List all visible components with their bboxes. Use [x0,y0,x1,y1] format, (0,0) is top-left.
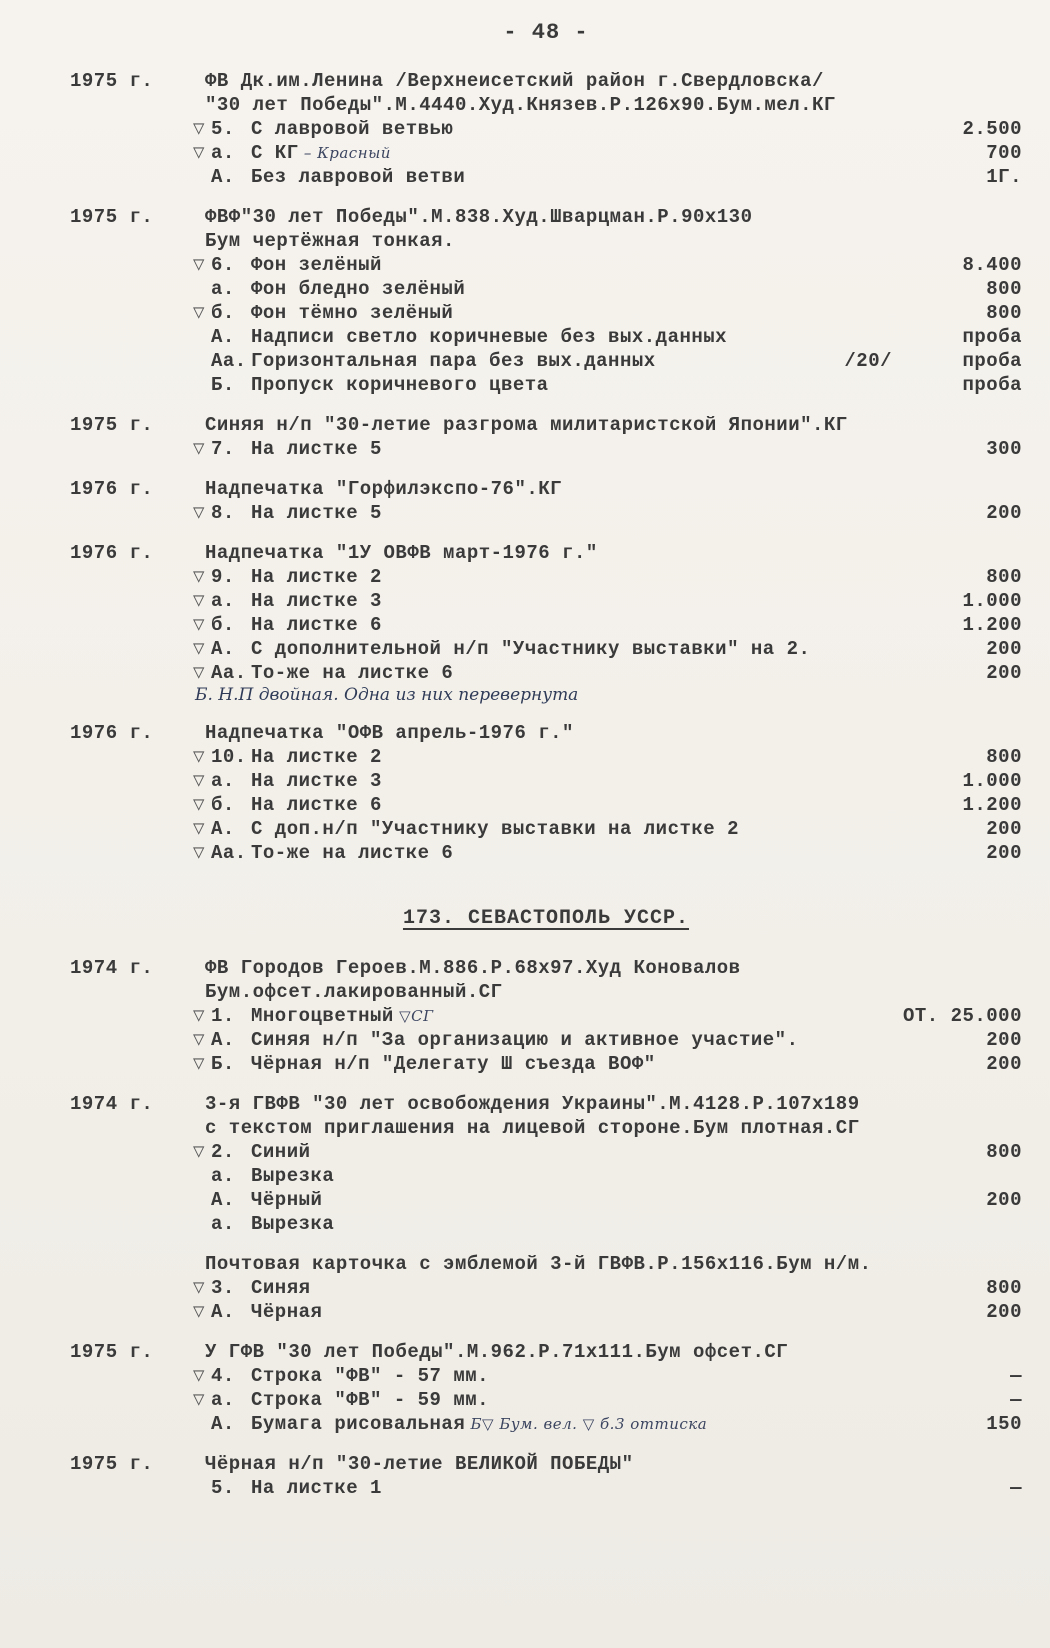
item-description: На листке 6 [251,794,382,816]
item-price: 800 [986,1141,1022,1163]
triangle-mark-icon: ▽ [193,1029,205,1051]
item-number: а. [211,1213,235,1235]
catalog-item-row [70,501,1022,525]
catalog-item-row [70,793,1022,817]
item-description: Вырезка [251,1165,335,1187]
item-price: 1Г. [986,166,1022,188]
triangle-mark-icon: ▽ [193,438,205,460]
item-price: 700 [986,142,1022,164]
item-price: проба [962,326,1022,348]
item-description: Синяя [251,1277,311,1299]
item-number: Аа. [211,350,247,372]
item-description: Чёрная [251,1301,323,1323]
item-description: То-же на листке 6 [251,842,454,864]
triangle-mark-icon: ▽ [193,794,205,816]
item-number: а. [211,278,235,300]
triangle-mark-icon: ▽ [193,502,205,524]
item-number: а. [211,1165,235,1187]
catalog-item-row [70,373,1022,397]
entry-description: 3-я ГВФВ "30 лет освобождения Украины".М.4128.Р.107х189 [205,1093,860,1115]
item-number: 5. [211,118,235,140]
catalog-item-row [70,637,1022,661]
entry-header-row [70,93,1022,117]
item-number: А. [211,1189,235,1211]
triangle-mark-icon: ▽ [193,1277,205,1299]
entry-description: Надпечатка "1У ОВФВ март-1976 г." [205,542,598,564]
catalog-entry [70,477,1022,525]
item-description: То-же на листке 6 [251,662,454,684]
triangle-mark-icon: ▽ [193,1301,205,1323]
item-description: На листке 5 [251,438,382,460]
item-number: 5. [211,1477,235,1499]
item-description: Пропуск коричневого цвета [251,374,549,396]
item-number: а. [211,1389,235,1411]
item-price: 1.200 [962,614,1022,636]
catalog-entry [70,541,1022,705]
item-extra: /20/ [844,350,892,372]
item-number: б. [211,794,235,816]
entry-description: "30 лет Победы".М.4440.Худ.Князев.Р.126х90.Бум.мел.КГ [205,94,836,116]
catalog-item-row [70,745,1022,769]
handwritten-annotation: Б▽ Бум. вел. ▽ б.3 оттиска [465,1415,708,1433]
item-price: 200 [986,638,1022,660]
entry-header-row [70,956,1022,980]
item-price: 200 [986,662,1022,684]
catalog-item-row [70,1164,1022,1188]
item-price: проба [962,350,1022,372]
item-number: 6. [211,254,235,276]
item-number: Аа. [211,662,247,684]
item-number: Аа. [211,842,247,864]
catalog-block-2 [70,956,1022,1500]
item-number: Б. [211,374,235,396]
item-number: 4. [211,1365,235,1387]
item-description: На листке 2 [251,746,382,768]
entry-description: Надпечатка "ОФВ апрель-1976 г." [205,722,574,744]
item-price: 200 [986,818,1022,840]
entry-year: 1975 г. [70,70,154,92]
item-number: А. [211,1029,235,1051]
entry-year: 1975 г. [70,206,154,228]
catalog-item-row [70,565,1022,589]
entry-header-row [70,1452,1022,1476]
entry-header-row [70,541,1022,565]
item-description: Многоцветный ▽СГ [251,1005,434,1027]
entry-header-row [70,1340,1022,1364]
item-number: А. [211,326,235,348]
entry-description: Бум чертёжная тонкая. [205,230,455,252]
item-description: На листке 5 [251,502,382,524]
item-number: б. [211,614,235,636]
item-description: Синий [251,1141,311,1163]
item-description: Строка "ФВ" - 57 мм. [251,1365,490,1387]
item-number: а. [211,590,235,612]
catalog-item-row [70,661,1022,685]
catalog-item-row [70,613,1022,637]
catalog-item-row [70,1476,1022,1500]
item-price: 200 [986,502,1022,524]
item-number: Б. [211,1053,235,1075]
handwritten-note: Б. Н.П двойная. Одна из них перевернута [195,685,579,705]
entry-description: У ГФВ "30 лет Победы".М.962.Р.71х111.Бум офсет.СГ [205,1341,789,1363]
item-price: 800 [986,302,1022,324]
catalog-entry [70,1252,1022,1324]
item-price: 200 [986,1189,1022,1211]
triangle-mark-icon: ▽ [193,818,205,840]
item-description: Горизонтальная пара без вых.данных /20/ [251,350,892,372]
entry-year: 1975 г. [70,414,154,436]
triangle-mark-icon: ▽ [193,142,205,164]
catalog-item-row [70,325,1022,349]
entry-header-row [70,205,1022,229]
item-number: а. [211,770,235,792]
entry-header-row [70,1116,1022,1140]
entry-description: ФВ Городов Героев.М.886.Р.68х97.Худ Коновалов [205,957,741,979]
triangle-mark-icon: ▽ [193,254,205,276]
item-description: Без лавровой ветви [251,166,466,188]
triangle-mark-icon: ▽ [193,1141,205,1163]
entry-header-row [70,229,1022,253]
catalog-entry [70,1340,1022,1436]
item-price: 8.400 [962,254,1022,276]
entry-description: Синяя н/п "30-летие разгрома милитаристской Японии".КГ [205,414,848,436]
item-price: 200 [986,842,1022,864]
item-number: 7. [211,438,235,460]
item-price: 1.200 [962,794,1022,816]
entry-header-row [70,477,1022,501]
catalog-item-row [70,817,1022,841]
catalog-item-row [70,1412,1022,1436]
item-number: б. [211,302,235,324]
item-price: 800 [986,278,1022,300]
entry-year: 1976 г. [70,478,154,500]
item-description: С КГ – Красный [251,142,391,164]
item-price: 200 [986,1053,1022,1075]
catalog-item-row [70,1004,1022,1028]
catalog-entry [70,69,1022,189]
item-number: А. [211,166,235,188]
catalog-item-row [70,1388,1022,1412]
item-price: 2.500 [962,118,1022,140]
catalog-item-row [70,253,1022,277]
catalog-item-row [70,277,1022,301]
triangle-mark-icon: ▽ [193,1365,205,1387]
item-description: Фон зелёный [251,254,382,276]
entry-description: Почтовая карточка с эмблемой 3-й ГВФВ.Р.156х116.Бум н/м. [205,1253,872,1275]
catalog-item-row [70,841,1022,865]
handwritten-annotation: ▽СГ [393,1007,434,1025]
item-number: 3. [211,1277,235,1299]
catalog-entry [70,1452,1022,1500]
catalog-item-row [70,1140,1022,1164]
item-description: Вырезка [251,1213,335,1235]
item-price: — [1010,1365,1022,1387]
item-number: 1. [211,1005,235,1027]
item-description: С лавровой ветвью [251,118,454,140]
item-description: Фон бледно зелёный [251,278,466,300]
catalog-entry [70,205,1022,397]
item-description: С доп.н/п "Участнику выставки на листке 2 [251,818,739,840]
item-description: Чёрная н/п "Делегату Ш съезда ВОФ" [251,1053,656,1075]
entry-year: 1974 г. [70,1093,154,1115]
item-number: А. [211,1301,235,1323]
entry-description: Бум.офсет.лакированный.СГ [205,981,503,1003]
catalog-item-row [70,1028,1022,1052]
item-description: Надписи светло коричневые без вых.данных [251,326,728,348]
triangle-mark-icon: ▽ [193,842,205,864]
section-title-text: 173. СЕВАСТОПОЛЬ УССР. [402,907,690,930]
entry-year: 1976 г. [70,722,154,744]
item-number: 9. [211,566,235,588]
catalog-item-row [70,769,1022,793]
catalog-block-1 [70,69,1022,865]
item-price: 150 [986,1413,1022,1435]
item-number: 10. [211,746,247,768]
entry-year: 1975 г. [70,1453,154,1475]
entry-description: ФВ Дк.им.Ленина /Верхнеисетский район г.Свердловска/ [205,70,824,92]
entry-header-row [70,69,1022,93]
item-number: а. [211,142,235,164]
entry-header-row [70,1252,1022,1276]
triangle-mark-icon: ▽ [193,746,205,768]
catalog-item-row [70,1300,1022,1324]
item-number: А. [211,818,235,840]
triangle-mark-icon: ▽ [193,770,205,792]
item-description: На листке 6 [251,614,382,636]
item-price: 200 [986,1301,1022,1323]
item-price: 800 [986,1277,1022,1299]
entry-description: Чёрная н/п "30-летие ВЕЛИКОЙ ПОБЕДЫ" [205,1453,634,1475]
entry-description: с текстом приглашения на лицевой стороне.Бум плотная.СГ [205,1117,860,1139]
entry-description: Надпечатка "Горфилэкспо-76".КГ [205,478,563,500]
item-price: 1.000 [962,590,1022,612]
item-number: А. [211,638,235,660]
item-description: С дополнительной н/п "Участнику выставки" на 2. [251,638,811,660]
item-price: проба [962,374,1022,396]
item-description: Чёрный [251,1189,323,1211]
handwritten-annotation: – Красный [298,144,391,162]
triangle-mark-icon: ▽ [193,662,205,684]
triangle-mark-icon: ▽ [193,566,205,588]
catalog-item-row [70,589,1022,613]
item-description: Строка "ФВ" - 59 мм. [251,1389,490,1411]
catalog-item-row [70,349,1022,373]
item-price: ОТ. 25.000 [902,1005,1022,1027]
item-price: 200 [986,1029,1022,1051]
item-price: 800 [986,566,1022,588]
catalog-item-row [70,1364,1022,1388]
item-price: 800 [986,746,1022,768]
entry-header-row [70,721,1022,745]
catalog-item-row [70,1212,1022,1236]
catalog-item-row [70,301,1022,325]
item-price: — [1010,1477,1022,1499]
item-number: А. [211,1413,235,1435]
entry-header-row [70,1092,1022,1116]
triangle-mark-icon: ▽ [193,1005,205,1027]
entry-header-row [70,413,1022,437]
entry-year: 1975 г. [70,1341,154,1363]
entry-header-row [70,980,1022,1004]
triangle-mark-icon: ▽ [193,1389,205,1411]
triangle-mark-icon: ▽ [193,302,205,324]
triangle-mark-icon: ▽ [193,638,205,660]
item-price: — [1010,1389,1022,1411]
catalog-entry [70,1092,1022,1236]
catalog-item-row [70,1188,1022,1212]
entry-year: 1974 г. [70,957,154,979]
catalog-item-row [70,1276,1022,1300]
item-number: 8. [211,502,235,524]
item-number: 2. [211,1141,235,1163]
catalog-item-row [70,1052,1022,1076]
catalog-item-row [70,165,1022,189]
triangle-mark-icon: ▽ [193,590,205,612]
catalog-item-row [70,117,1022,141]
section-title [70,907,1022,930]
item-description: Бумага рисовальная Б▽ Бум. вел. ▽ б.3 оттиска [251,1413,708,1435]
item-description: На листке 1 [251,1477,382,1499]
catalog-item-row [70,141,1022,165]
item-price: 300 [986,438,1022,460]
catalog-item-row [70,437,1022,461]
item-description: На листке 3 [251,590,382,612]
triangle-mark-icon: ▽ [193,1053,205,1075]
catalog-entry [70,721,1022,865]
entry-year: 1976 г. [70,542,154,564]
triangle-mark-icon: ▽ [193,118,205,140]
item-price: 1.000 [962,770,1022,792]
catalog-entry [70,956,1022,1076]
item-description: Синяя н/п "За организацию и активное участие". [251,1029,799,1051]
entry-description: ФВФ"30 лет Победы".М.838.Худ.Шварцман.Р.90х130 [205,206,753,228]
catalog-entry [70,413,1022,461]
triangle-mark-icon: ▽ [193,614,205,636]
item-description: На листке 3 [251,770,382,792]
item-description: На листке 2 [251,566,382,588]
page-number: - 48 - [503,20,589,45]
item-description: Фон тёмно зелёный [251,302,454,324]
